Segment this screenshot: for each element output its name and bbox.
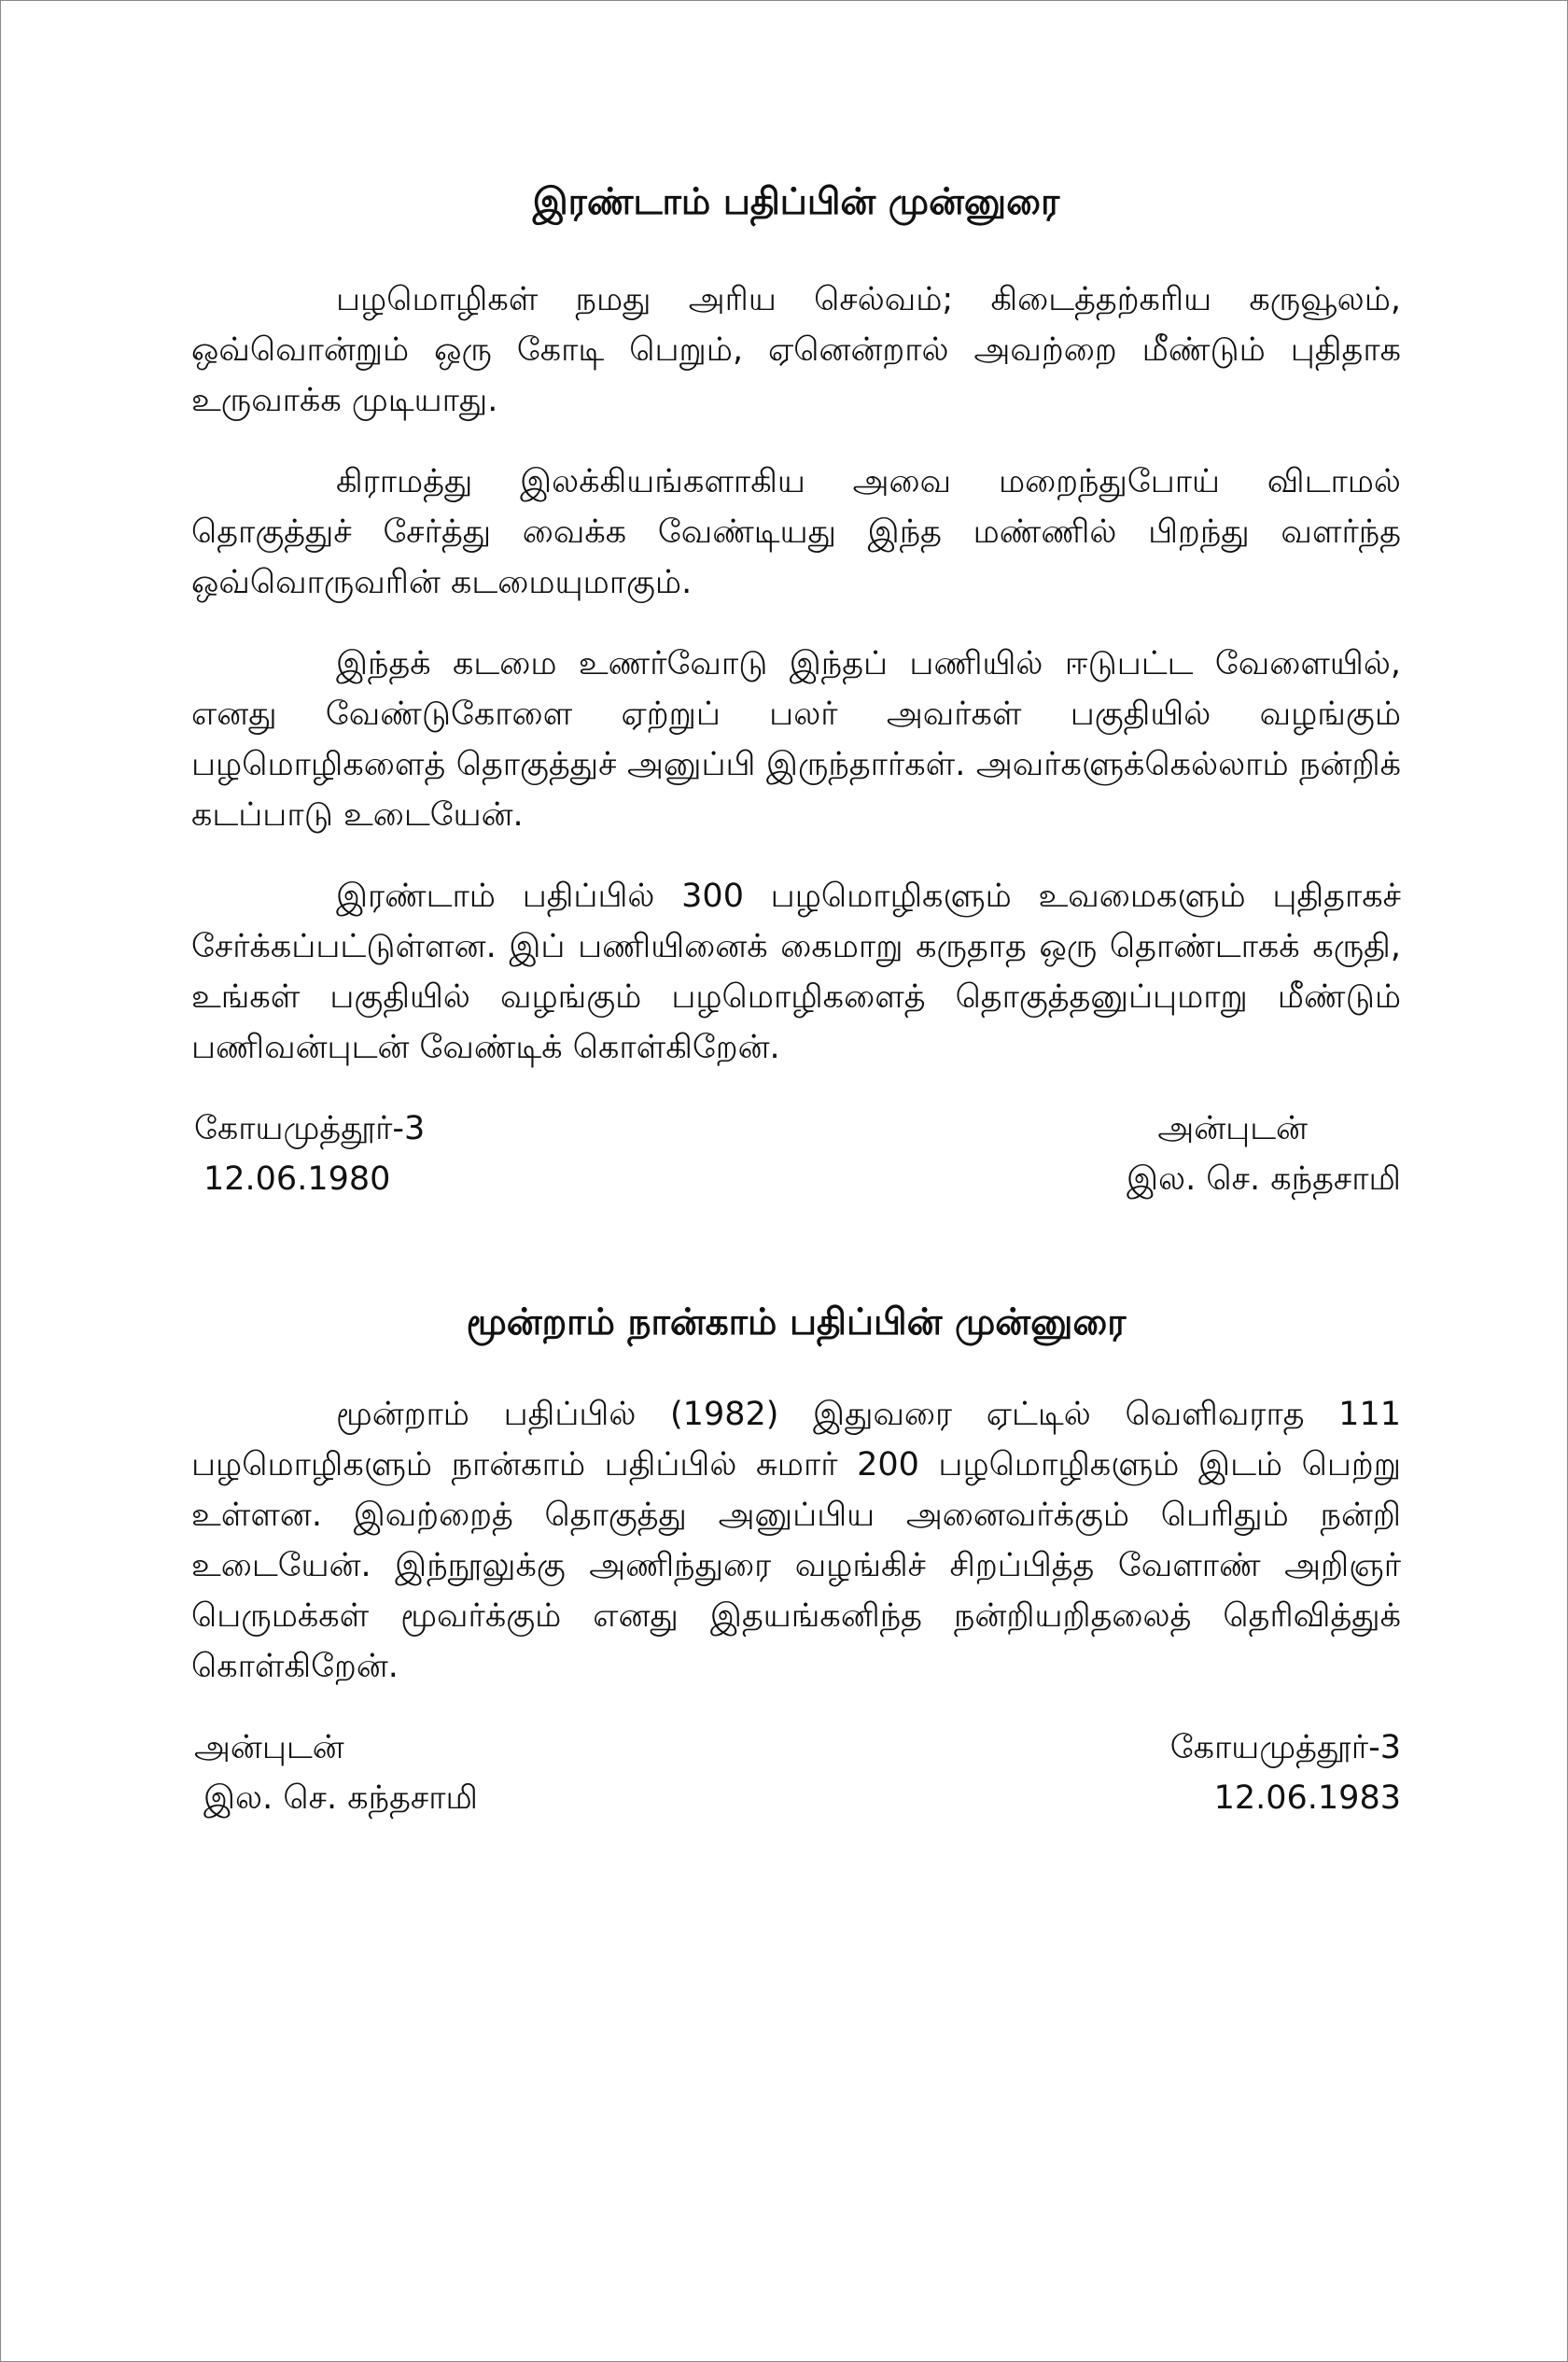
section1-paragraph-1: பழமொழிகள் நமது அரிய செல்வம்; கிடைத்தற்கரிய கருவூலம், ஒவ்வொன்றும் ஒரு கோடி பெறும், ஏனென்றால் அவற்றை மீண்டும் புதிதாக உருவாக்க முடியாது.	[191, 281, 1401, 419]
section1-author: இல. செ. கந்தசாமி	[1127, 1160, 1401, 1198]
section1-paragraph-2: கிராமத்து இலக்கியங்களாகிய அவை மறைந்துபோய் விடாமல் தொகுத்துச் சேர்த்து வைக்க வேண்டியது இந்த மண்ணில் பிறந்து வளர்ந்த ஒவ்வொருவரின் கடமையுமாகும்.	[191, 463, 1401, 601]
section2-author: இல. செ. கந்தசாமி	[203, 1779, 478, 1817]
section1-place: கோயமுத்தூர்-3	[194, 1110, 426, 1147]
section1-signature-block	[191, 1104, 1401, 1204]
section2-place: கோயமுத்தூர்-3	[1169, 1729, 1401, 1766]
section1-paragraph-3: இந்தக் கடமை உணர்வோடு இந்தப் பணியில் ஈடுபட்ட வேளையில், எனது வேண்டுகோளை ஏற்றுப் பலர் அவர்கள் பகுதியில் வழங்கும் பழமொழிகளைத் தொகுத்துச் அனுப்பி இருந்தார்கள். அவர்களுக்கெல்லாம் நன்றிக் கடப்பாடு உடையேன்.	[191, 645, 1401, 834]
document-body	[191, 177, 1401, 1823]
section1-regards: அன்புடன்	[1157, 1110, 1308, 1147]
section2-signature-block	[191, 1722, 1401, 1823]
section2-title: மூன்றாம் நான்காம் பதிப்பின் முன்னுரை	[466, 1301, 1127, 1343]
section2-place-date	[1170, 1722, 1401, 1823]
section2-date: 12.06.1983	[1213, 1779, 1401, 1817]
section1-title: இரண்டாம் பதிப்பின் முன்னுரை	[532, 181, 1060, 223]
section2-paragraph-1: மூன்றாம் பதிப்பில் (1982) இதுவரை ஏட்டில் வெளிவராத 111 பழமொழிகளும் நான்காம் பதிப்பில் சுமார் 200 பழமொழிகளும் இடம் பெற்று உள்ளன. இவற்றைத் தொகுத்து அனுப்பிய அனைவர்க்கும் பெரிதும் நன்றி உடையேன். இந்நூலுக்கு அணிந்துரை வழங்கிச் சிறப்பித்த வேளாண் அறிஞர் பெருமக்கள் மூவர்க்கும் எனது இதயங்கனிந்த நன்றியறிதலைத் தெரிவித்துக் கொள்கிறேன்.	[191, 1396, 1401, 1685]
section1-date: 12.06.1980	[203, 1160, 391, 1198]
section2-author-block	[191, 1722, 478, 1823]
section1-place-date	[191, 1104, 425, 1204]
section1-paragraph-4: இரண்டாம் பதிப்பில் 300 பழமொழிகளும் உவமைகளும் புதிதாகச் சேர்க்கப்பட்டுள்ளன. இப் பணியினைக் கைமாறு கருதாத ஒரு தொண்டாகக் கருதி, உங்கள் பகுதியில் வழங்கும் பழமொழிகளைத் தொகுத்தனுப்புமாறு மீண்டும் பணிவன்புடன் வேண்டிக் கொள்கிறேன்.	[191, 878, 1401, 1066]
section-divider-space	[191, 1204, 1401, 1298]
section1-author-block	[1127, 1104, 1401, 1204]
section2-regards: அன்புடன்	[194, 1729, 344, 1766]
